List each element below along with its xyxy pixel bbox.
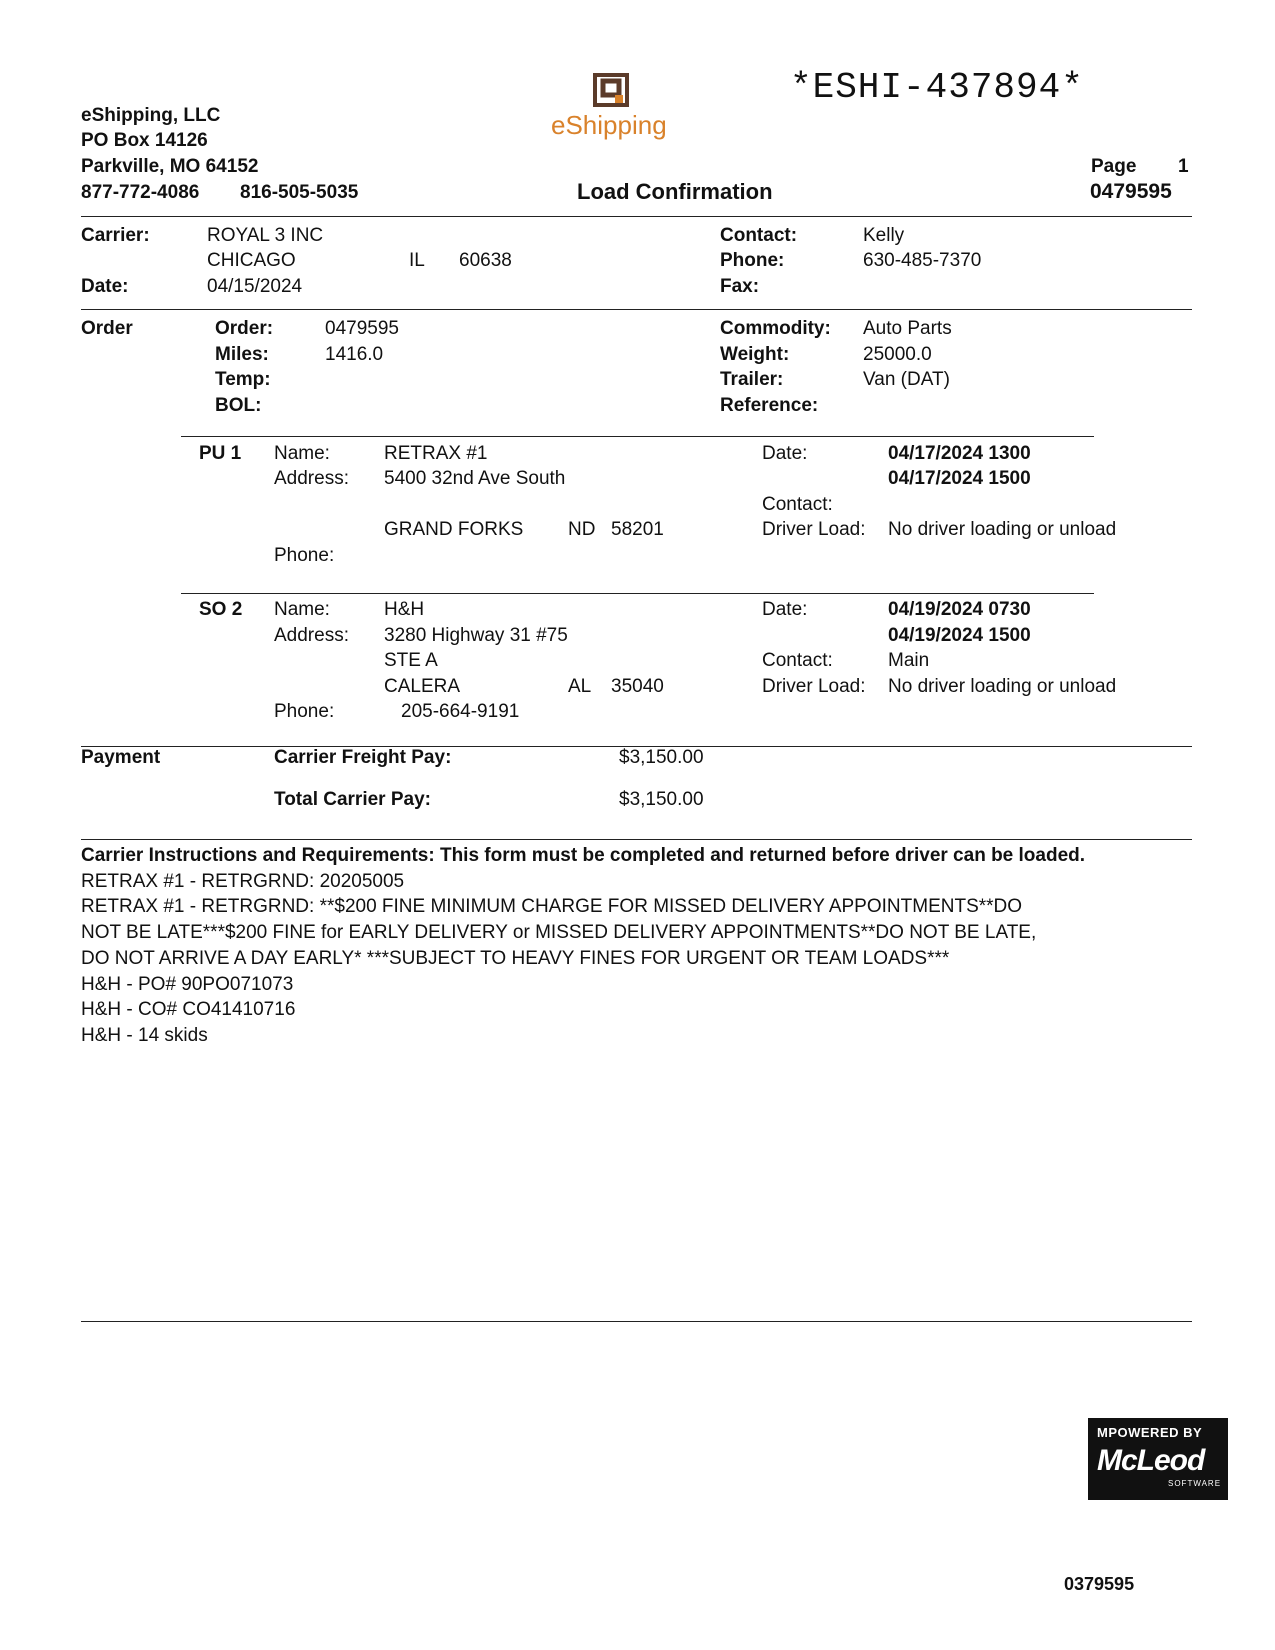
stop-date2: 04/17/2024 1500	[888, 468, 1031, 489]
weight-value: 25000.0	[863, 344, 932, 365]
carrier-phone-label: Phone:	[720, 250, 785, 271]
trailer-value: Van (DAT)	[863, 369, 950, 390]
stop-contact-label: Contact:	[762, 650, 833, 671]
mcleod-brand-sub: SOFTWARE	[1168, 1479, 1222, 1488]
stop-state: ND	[568, 519, 596, 540]
divider	[81, 216, 1192, 217]
stop-address-label: Address:	[274, 625, 349, 646]
stop-driver-load-label: Driver Load:	[762, 676, 866, 697]
stop-phone-label: Phone:	[274, 701, 335, 722]
instruction-line: H&H - PO# 90PO071073	[81, 973, 294, 995]
carrier-name: ROYAL 3 INC	[207, 225, 324, 246]
freight-pay-value: $3,150.00	[619, 747, 704, 768]
stop-contact-label: Contact:	[762, 494, 833, 515]
stop-driver-load: No driver loading or unload	[888, 519, 1117, 540]
stop-id: SO 2	[199, 599, 243, 620]
stop-date1: 04/17/2024 1300	[888, 443, 1031, 464]
mcleod-brand: McLeod	[1097, 1444, 1205, 1477]
stop-contact: Main	[888, 650, 930, 671]
stop-date2: 04/19/2024 1500	[888, 625, 1031, 646]
stop-address1: 5400 32nd Ave South	[384, 468, 566, 489]
order-label: Order:	[215, 318, 274, 339]
carrier-fax-label: Fax:	[720, 276, 760, 297]
carrier-instructions	[81, 843, 1201, 1049]
powered-by-text: MPOWERED BY	[1097, 1425, 1203, 1440]
stop-driver-load-label: Driver Load:	[762, 519, 866, 540]
instructions-heading: Carrier Instructions and Requirements: This form must be completed and returned before driver can be loaded.	[81, 845, 1086, 866]
carrier-contact-label: Contact:	[720, 225, 798, 246]
carrier-phone: 630-485-7370	[863, 250, 982, 271]
doc-title: Load Confirmation	[577, 179, 773, 204]
trailer-label: Trailer:	[720, 369, 784, 390]
barcode-text: *ESHI-437894*	[790, 67, 1084, 108]
order-section-label: Order	[81, 318, 133, 339]
commodity-label: Commodity:	[720, 318, 831, 339]
divider	[81, 309, 1192, 310]
mcleod-logo	[1088, 1418, 1228, 1500]
page-label: Page	[1091, 156, 1137, 177]
stop-zip: 35040	[611, 676, 664, 697]
stop-divider	[181, 436, 1094, 437]
bol-label: BOL:	[215, 395, 262, 416]
company-name: eShipping, LLC	[81, 105, 221, 126]
header-order-number: 0479595	[1090, 180, 1172, 203]
order-number: 0479595	[325, 318, 399, 339]
carrier-label: Carrier:	[81, 225, 150, 246]
footer-code: 0379595	[1064, 1574, 1135, 1594]
stop-state: AL	[568, 676, 592, 697]
freight-pay-label: Carrier Freight Pay:	[274, 747, 452, 768]
stop-city: GRAND FORKS	[384, 519, 524, 540]
instruction-line: DO NOT ARRIVE A DAY EARLY* ***SUBJECT TO HEAVY FINES FOR URGENT OR TEAM LOADS***	[81, 947, 950, 969]
carrier-city: CHICAGO	[207, 250, 296, 271]
carrier-state: IL	[409, 250, 425, 271]
stop-address2: STE A	[384, 650, 438, 671]
company-address1: PO Box 14126	[81, 130, 208, 151]
carrier-zip: 60638	[459, 250, 512, 271]
carrier-contact: Kelly	[863, 225, 905, 246]
reference-label: Reference:	[720, 395, 819, 416]
stop-name-label: Name:	[274, 599, 330, 620]
carrier-date: 04/15/2024	[207, 276, 303, 297]
stop-id: PU 1	[199, 443, 242, 464]
instruction-line: NOT BE LATE***$200 FINE for EARLY DELIVERY or MISSED DELIVERY APPOINTMENTS**DO NOT BE LATE,	[81, 922, 1037, 944]
eshipping-logo-icon	[593, 73, 629, 107]
commodity-value: Auto Parts	[863, 318, 952, 339]
page-number: 1	[1178, 156, 1189, 177]
stop-name-label: Name:	[274, 443, 330, 464]
total-pay-value: $3,150.00	[619, 789, 704, 810]
divider	[81, 839, 1192, 840]
temp-label: Temp:	[215, 369, 271, 390]
miles-label: Miles:	[215, 344, 269, 365]
stop-phone: 205-664-9191	[401, 701, 520, 722]
stop-date1: 04/19/2024 0730	[888, 599, 1031, 620]
instruction-line: RETRAX #1 - RETRGRND: **$200 FINE MINIMUM CHARGE FOR MISSED DELIVERY APPOINTMENTS**DO	[81, 896, 1023, 918]
weight-label: Weight:	[720, 344, 790, 365]
stop-divider	[181, 593, 1094, 594]
stop-zip: 58201	[611, 519, 664, 540]
stop-address-label: Address:	[274, 468, 349, 489]
company-address2: Parkville, MO 64152	[81, 156, 259, 177]
carrier-date-label: Date:	[81, 276, 129, 297]
company-phone1: 877-772-4086	[81, 182, 200, 203]
instruction-line: H&H - CO# CO41410716	[81, 999, 296, 1021]
payment-section-label: Payment	[81, 747, 161, 768]
instruction-line: RETRAX #1 - RETRGRND: 20205005	[81, 870, 405, 892]
stop-address1: 3280 Highway 31 #75	[384, 625, 568, 646]
total-pay-label: Total Carrier Pay:	[274, 789, 431, 810]
stop-name: H&H	[384, 599, 425, 620]
stop-phone-label: Phone:	[274, 545, 335, 566]
miles-value: 1416.0	[325, 344, 384, 365]
footer-divider	[81, 1321, 1192, 1322]
stop-driver-load: No driver loading or unload	[888, 676, 1117, 697]
stop-date-label: Date:	[762, 443, 808, 464]
eshipping-logo-text: eShipping	[551, 110, 667, 140]
instruction-line: H&H - 14 skids	[81, 1024, 208, 1046]
stop-date-label: Date:	[762, 599, 808, 620]
company-phone2: 816-505-5035	[240, 182, 359, 203]
stop-name: RETRAX #1	[384, 443, 488, 464]
stop-city: CALERA	[384, 676, 461, 697]
